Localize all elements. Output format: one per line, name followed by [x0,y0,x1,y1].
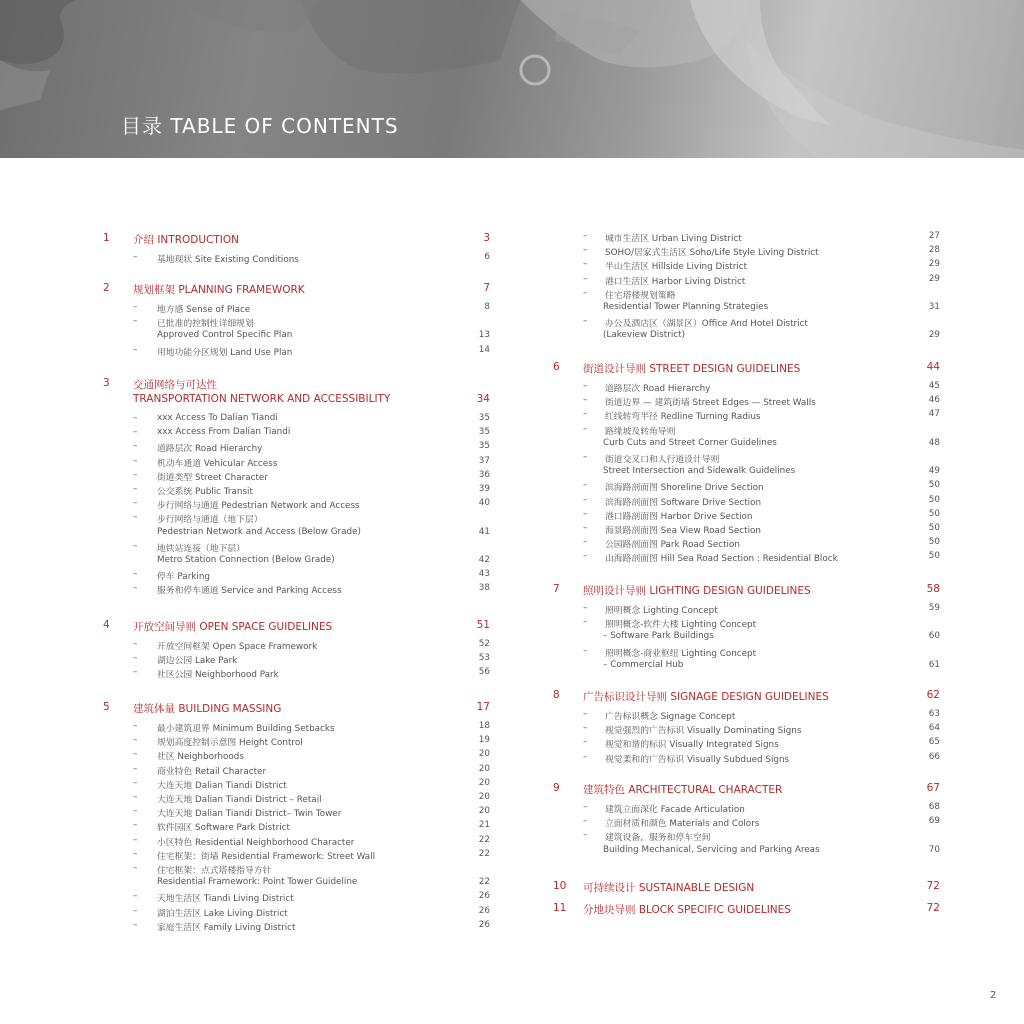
entry-page-number: 35 [478,441,490,452]
entry-dash: – [133,735,138,746]
section-title: 介绍 INTRODUCTION [133,234,239,246]
entry-page-number: 6 [484,252,490,262]
entry-title: 立面材质和颜色 Materials and Colors [605,819,760,830]
toc-entry[interactable] [0,617,1024,630]
entry-title: 视觉和谐的标识 Visually Integrated Signs [605,740,779,751]
entry-page-number: 65 [928,737,940,748]
toc-entry[interactable] [0,480,1024,493]
entry-title: 广告标识概念 Signage Concept [605,712,736,722]
entry-page-number: 52 [478,639,490,649]
entry-page-number: 36 [478,469,490,480]
section-page-number: 3 [483,232,490,244]
toc-entry[interactable] [0,424,1024,437]
section-number: 8 [553,689,560,701]
section-title: 街道设计导则 STREET DESIGN GUIDELINES [583,363,801,375]
entry-title: 港口路剖面图 Harbor Drive Section [605,511,753,522]
section-title: 照明设计导则 LIGHTING DESIGN GUIDELINES [583,585,811,597]
entry-dash: – [583,816,588,827]
entry-title: 滨海路剖面图 Software Drive Section [605,497,762,508]
entry-title: Street Intersection and Sidewalk Guidelines [603,466,796,477]
section-page-number: 58 [926,583,940,595]
entry-title: 社区公园 Neighborhood Park [157,670,279,681]
section-title: 开放空间导则 OPEN SPACE GUIDELINES [133,621,333,633]
toc-entry[interactable] [0,288,1024,301]
entry-page-number: 14 [478,344,490,355]
entry-dash: – [133,512,138,523]
entry-dash: – [583,603,588,613]
section-number: 3 [103,377,110,389]
entry-title: 建筑设备，服务和停车空间 [605,833,711,844]
section-number: 11 [553,902,567,914]
entry-dash: – [583,551,588,562]
entry-page-number: 35 [478,413,490,423]
toc-entry[interactable] [0,569,1024,582]
entry-page-number: 47 [928,409,940,420]
section-page-number: 72 [926,880,940,892]
entry-title: 停车 Parking [157,572,211,583]
entry-page-number: 20 [478,792,490,802]
entry-title: 规划高度控制示意图 Height Control [157,738,303,749]
entry-page-number: 66 [928,751,940,762]
entry-page-number: 53 [478,653,490,664]
entry-dash: – [133,569,138,580]
entry-dash: – [583,802,588,812]
entry-page-number: 42 [478,555,490,565]
entry-dash: – [133,427,138,438]
toc-entry[interactable] [0,495,1024,508]
entry-page-number: 29 [928,259,940,270]
entry-dash: – [583,409,588,420]
entry-dash: – [133,919,138,930]
toc-entry[interactable] [0,920,1024,933]
section-title: 建筑特色 ARCHITECTURAL CHARACTER [583,784,783,796]
entry-title: 商业特色 Retail Character [157,766,267,777]
entry-dash: – [583,381,588,391]
entry-page-number: 37 [478,455,490,466]
section-page-number: 67 [926,782,940,794]
entry-title: Residential Tower Planning Strategies [603,302,769,312]
entry-title: 办公及酒店区（湖景区）Office And Hotel District [605,319,808,330]
entry-page-number: 39 [478,484,490,494]
toc-entry[interactable] [0,381,1024,394]
entry-page-number: 45 [928,381,940,391]
toc-entry[interactable] [0,316,1024,329]
entry-title: 住宅框架：点式塔楼指导方针 [157,866,272,876]
section-heading[interactable] [0,361,1024,377]
entry-dash: – [133,721,138,731]
entry-page-number: 20 [478,749,490,760]
entry-dash: – [133,749,138,760]
entry-page-number: 27 [928,231,940,241]
toc-entry[interactable] [0,845,1024,858]
entry-dash: – [133,441,138,452]
entry-dash: – [133,792,138,802]
entry-page-number: 49 [928,466,940,477]
entry-title: SOHO/居家式生活区 Soho/Life Style Living District [605,248,819,259]
entry-title: 住宅框架：街墙 Residential Framework: Street Wall [157,851,376,862]
entry-page-number: 22 [478,834,490,845]
entry-title: 大连天地 Dalian Tiandi District– Twin Tower [157,809,342,820]
entry-page-number: 50 [928,494,940,505]
toc-entry[interactable] [0,737,1024,750]
entry-page-number: 38 [478,583,490,594]
toc-entry[interactable] [0,509,1024,522]
entry-page-number: 35 [478,427,490,438]
section-page-number: 7 [483,282,490,294]
entry-title: 步行网络与通道（地下层） [157,515,263,526]
section-title: 建筑体量 BUILDING MASSING [133,703,282,715]
entry-title: 道路层次 Road Hierarchy [605,384,711,394]
entry-dash: – [133,834,138,845]
entry-title: 地方感 Sense of Place [157,305,251,315]
entry-page-number: 29 [928,273,940,284]
section-number: 4 [103,619,110,631]
header-banner [0,0,1024,158]
toc-entry[interactable] [0,816,1024,829]
section-number: 5 [103,701,110,713]
entry-dash: – [583,709,588,719]
entry-dash: – [583,259,588,270]
entry-page-number: 19 [478,735,490,746]
entry-dash: – [133,316,138,327]
entry-dash: – [133,455,138,466]
entry-page-number: 21 [478,820,490,831]
entry-page-number: 46 [928,395,940,406]
entry-page-number: 26 [478,919,490,930]
page-number: 2 [990,990,997,1001]
toc-entry[interactable] [0,523,1024,536]
toc-entry[interactable] [0,409,1024,422]
entry-title: 开放空间框架 Open Space Framework [157,642,318,652]
entry-page-number: 70 [928,844,940,855]
entry-dash: – [133,302,138,312]
entry-dash: – [583,231,588,241]
entry-title: – Commercial Hub [603,659,684,670]
entry-title: 街道类型 Street Character [157,472,268,483]
entry-dash: – [133,806,138,817]
toc-entry[interactable] [0,395,1024,408]
section-title-english: TRANSPORTATION NETWORK AND ACCESSIBILITY [133,393,391,405]
section-page-number: 44 [926,361,940,373]
entry-title: 半山生活区 Hillside Living District [605,262,748,273]
entry-title: Building Mechanical, Servicing and Parking Areas [603,844,820,855]
entry-dash: – [583,316,588,327]
section-title: 分地块导则 BLOCK SPECIFIC GUIDELINES [583,904,791,916]
entry-dash: – [133,905,138,916]
toc-entry[interactable] [0,231,1024,244]
entry-title: 视觉强烈的广告标识 Visually Dominating Signs [605,726,802,737]
entry-page-number: 18 [478,721,490,731]
section-title: 交通网络与可达性 [133,379,217,391]
section-page-number: 72 [926,902,940,914]
entry-title: Residential Framework: Point Tower Guideline [157,877,358,888]
entry-page-number: 56 [478,667,490,678]
entry-page-number: 50 [928,551,940,562]
section-page-number: 17 [476,701,490,713]
entry-dash: – [133,763,138,774]
entry-page-number: 43 [478,569,490,580]
toc-entry[interactable] [0,603,1024,616]
section-number: 7 [553,583,560,595]
entry-title: 大连天地 Dalian Tiandi District – Retail [157,795,322,805]
entry-title: 照明概念-商业枢纽 Lighting Concept [605,648,757,659]
toc-entry[interactable] [0,830,1024,843]
entry-dash: – [133,469,138,480]
entry-page-number: 64 [928,723,940,734]
entry-page-number: 28 [928,245,940,256]
entry-title: 大连天地 Dalian Tiandi District [157,780,287,791]
entry-title: 社区 Neighborhoods [157,752,244,763]
section-number: 6 [553,361,560,373]
entry-page-number: 48 [928,437,940,448]
toc-entry[interactable] [0,863,1024,876]
entry-dash: – [583,751,588,762]
entry-dash: – [583,273,588,284]
entry-page-number: 26 [478,891,490,902]
entry-page-number: 20 [478,777,490,788]
entry-dash: – [133,413,138,423]
toc-entry[interactable] [0,764,1024,777]
entry-dash: – [583,537,588,548]
entry-title: 路缘坡及转角导则 [605,426,676,437]
section-number: 1 [103,232,110,244]
toc-entry[interactable] [0,330,1024,343]
entry-page-number: 63 [928,709,940,719]
section-page-number: 51 [476,619,490,631]
section-heading[interactable] [0,583,1024,599]
section-title: 可持续设计 SUSTAINABLE DESIGN [583,882,755,894]
entry-dash: – [583,423,588,434]
entry-dash: – [133,863,138,873]
entry-page-number: 41 [478,526,490,537]
toc-entry[interactable] [0,259,1024,272]
entry-title: 住宅塔楼规划策略 [605,290,676,301]
entry-title: 建筑立面深化 Facade Articulation [605,805,745,815]
entry-page-number: 20 [478,806,490,817]
entry-page-number: 50 [928,523,940,533]
entry-dash: – [583,523,588,533]
entry-dash: – [133,344,138,355]
toc-entry[interactable] [0,537,1024,550]
entry-title: 天地生活区 Tiandi Living District [157,894,294,905]
toc-entry[interactable] [0,302,1024,315]
entry-title: (Lakeview District) [603,330,685,341]
toc-entry[interactable] [0,723,1024,736]
toc-entry[interactable] [0,466,1024,479]
entry-dash: – [583,645,588,656]
entry-title: Pedestrian Network and Access (Below Grade) [157,526,361,537]
entry-dash: – [583,830,588,841]
toc-entry[interactable] [0,631,1024,644]
entry-page-number: 20 [478,763,490,774]
entry-page-number: 59 [928,603,940,613]
entry-page-number: 50 [928,537,940,548]
entry-dash: – [133,252,138,262]
entry-title: 道路层次 Road Hierarchy [157,444,263,455]
entry-dash: – [583,245,588,256]
toc-entry[interactable] [0,646,1024,659]
entry-dash: – [133,667,138,678]
entry-dash: – [583,287,588,298]
page-title: 目录 TABLE OF CONTENTS [121,114,399,138]
entry-page-number: 61 [928,659,940,670]
entry-dash: – [133,498,138,509]
entry-dash: – [583,737,588,748]
entry-dash: – [133,653,138,664]
entry-title: 最小建筑退界 Minimum Building Setbacks [157,724,335,734]
entry-title: 城市生活区 Urban Living District [605,234,742,244]
entry-dash: – [133,848,138,859]
entry-title: 小区特色 Residential Neighborhood Character [157,837,355,848]
section-heading[interactable] [0,880,1024,896]
entry-dash: – [583,723,588,734]
entry-dash: – [133,639,138,649]
entry-page-number: 50 [928,480,940,491]
entry-title: 用地功能分区规划 Land Use Plan [157,347,293,358]
entry-dash: – [133,540,138,551]
entry-title: xxx Access From Dalian Tiandi [157,427,291,438]
entry-title: 湖边公园 Lake Park [157,656,238,667]
entry-title: 已批准的控制性详细规划 [157,319,254,330]
entry-title: 湖泊生活区 Lake Living District [157,908,288,919]
entry-title: 公交系统 Public Transit [157,487,253,497]
entry-title: Curb Cuts and Street Corner Guidelines [603,437,777,448]
toc-entry[interactable] [0,709,1024,722]
entry-title: 地铁站连接（地下层） [157,543,245,554]
entry-title: 步行网络与通道 Pedestrian Network and Access [157,501,360,512]
entry-page-number: 22 [478,848,490,859]
entry-dash: – [133,777,138,788]
entry-page-number: 50 [928,508,940,519]
entry-dash: – [133,891,138,902]
section-heading[interactable] [0,902,1024,918]
entry-page-number: 29 [928,330,940,341]
entry-dash: – [583,508,588,519]
entry-page-number: 60 [928,631,940,642]
entry-title: – Software Park Buildings [603,631,714,642]
entry-title: xxx Access To Dalian Tiandi [157,413,278,423]
toc-entry[interactable] [0,245,1024,258]
toc-entry[interactable] [0,438,1024,451]
entry-page-number: 26 [478,905,490,916]
entry-dash: – [133,583,138,594]
entry-title: Approved Control Specific Plan [157,330,293,341]
section-number: 9 [553,782,560,794]
entry-title: 基地现状 Site Existing Conditions [157,255,299,265]
entry-dash: – [583,480,588,491]
entry-dash: – [133,820,138,831]
entry-title: 服务和停车通道 Service and Parking Access [157,586,342,597]
entry-title: 照明概念-软件大楼 Lighting Concept [605,620,757,631]
entry-page-number: 69 [928,816,940,827]
section-page-number: 34 [476,393,490,405]
section-title: 规划框架 PLANNING FRAMEWORK [133,284,305,296]
toc-entry[interactable] [0,551,1024,564]
entry-dash: – [583,617,588,628]
entry-title: 港口生活区 Harbor Living District [605,276,746,287]
entry-title: 海景路剖面图 Sea View Road Section [605,526,761,536]
toc-entry[interactable] [0,752,1024,765]
entry-title: 山海路剖面图 Hill Sea Road Section : Residential Block [605,554,838,565]
entry-title: 照明概念 Lighting Concept [605,606,718,616]
entry-title: 软件园区 Software Park District [157,823,290,834]
entry-dash: – [133,484,138,494]
entry-title: 红线转弯半径 Redline Turning Radius [605,412,761,423]
entry-title: 街道交叉口和人行道设计导则 [605,455,720,465]
toc-entry[interactable] [0,452,1024,465]
entry-title: Metro Station Connection (Below Grade) [157,555,335,565]
entry-title: 公园路剖面图 Park Road Section [605,540,740,551]
entry-page-number: 8 [484,302,490,312]
entry-title: 滨海路剖面图 Shoreline Drive Section [605,483,764,494]
entry-page-number: 68 [928,802,940,812]
toc-entry[interactable] [0,274,1024,287]
entry-title: 家庭生活区 Family Living District [157,922,296,933]
toc-entry[interactable] [0,802,1024,815]
section-number: 10 [553,880,567,892]
entry-dash: – [583,452,588,462]
entry-page-number: 13 [478,330,490,341]
entry-title: 视觉柔和的广告标识 Visually Subdued Signs [605,754,790,765]
section-heading[interactable] [0,782,1024,798]
entry-page-number: 31 [928,302,940,312]
section-number: 2 [103,282,110,294]
section-title: 广告标识设计导则 SIGNAGE DESIGN GUIDELINES [583,691,829,703]
entry-dash: – [583,494,588,505]
entry-title: 街道边界 — 建筑街墙 Street Edges — Street Walls [605,398,816,409]
entry-page-number: 22 [478,877,490,888]
section-heading[interactable] [0,689,1024,705]
section-page-number: 62 [926,689,940,701]
toc-entry[interactable] [0,660,1024,673]
entry-page-number: 40 [478,498,490,509]
entry-dash: – [583,395,588,406]
entry-title: 机动车通道 Vehicular Access [157,458,278,469]
toc-entry[interactable] [0,345,1024,358]
